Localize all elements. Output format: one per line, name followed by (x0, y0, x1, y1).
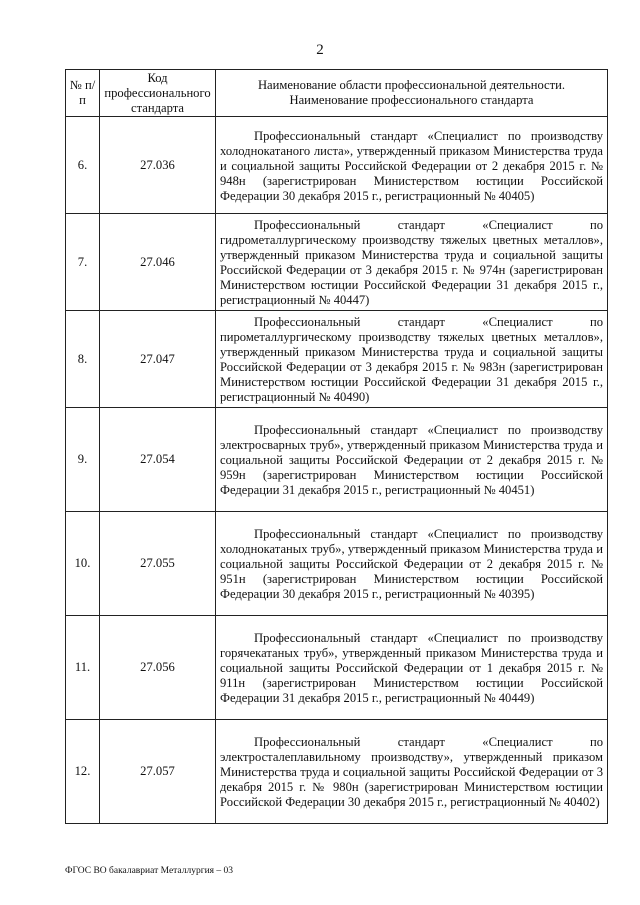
table-row (66, 408, 608, 512)
row-number: 7. (66, 214, 100, 311)
standard-code: 27.047 (100, 311, 216, 408)
table-row (66, 117, 608, 214)
header-code: Код профессионального стандарта (100, 70, 216, 117)
row-number: 10. (66, 512, 100, 616)
header-name: Наименование области профессиональной деятельности. Наименование профессионального стандарта (216, 70, 608, 117)
standard-name-cell (216, 117, 608, 214)
standard-code: 27.055 (100, 512, 216, 616)
document-footer: ФГОС ВО бакалавриат Металлургия – 03 (65, 866, 234, 876)
standard-name: Профессиональный стандарт «Специалист по производству холоднокатаных труб», утвержденный приказом Министерства труда и социальной защиты Российской Федерации от 2 декабря 2015 г. № 951н (зарегистрирован Министерством юстиции Российской Федерации 30 декабря 2015 г., регистрационный № 40395) (220, 527, 603, 601)
table-row (66, 720, 608, 824)
standard-name-cell (216, 720, 608, 824)
header-num: № п/п (66, 70, 100, 117)
table-row (66, 214, 608, 311)
standard-name-cell (216, 214, 608, 311)
row-number: 8. (66, 311, 100, 408)
standard-name-cell (216, 512, 608, 616)
standard-name-cell (216, 408, 608, 512)
standard-name: Профессиональный стандарт «Специалист по производству холоднокатаного листа», утвержденный приказом Министерства труда и социальной защиты Российской Федерации от 2 декабря 2015 г. № 948н (зарегистрирован Министерством юстиции Российской Федерации 30 декабря 2015 г., регистрационный № 40405) (220, 128, 603, 203)
row-number: 6. (66, 117, 100, 214)
standard-code: 27.056 (100, 616, 216, 720)
standard-name: Профессиональный стандарт «Специалист по пирометаллургическому производству тяжелых цветных металлов», утвержденный приказом Министерства труда и социальной защиты Российской Федерации от 3 декабря 2015 г. № 983н (зарегистрирован Министерством юстиции Российской Федерации 31 декабря 2015 г., регистрационный № 40490) (220, 315, 603, 404)
standard-name: Профессиональный стандарт «Специалист по гидрометаллургическому производству тяжелых цветных металлов», утвержденный приказом Министерства труда и социальной защиты Российской Федерации от 3 декабря 2015 г. № 974н (зарегистрирован Министерством юстиции Российской Федерации 31 декабря 2015 г., регистрационный № 40447) (220, 218, 603, 307)
standard-name: Профессиональный стандарт «Специалист по производству горячекатаных труб», утвержденный приказом Министерства труда и социальной защиты Российской Федерации от 1 декабря 2015 г. № 911н (зарегистрирован Министерством юстиции Российской Федерации 31 декабря 2015 г., регистрационный № 40449) (220, 631, 603, 705)
standard-code: 27.046 (100, 214, 216, 311)
standard-name-cell (216, 616, 608, 720)
table-row (66, 311, 608, 408)
page-number: 2 (316, 42, 324, 58)
table-header-row (66, 70, 608, 117)
table-row (66, 512, 608, 616)
standard-name-cell (216, 311, 608, 408)
standard-code: 27.054 (100, 408, 216, 512)
table-row (66, 616, 608, 720)
standard-name: Профессиональный стандарт «Специалист по производству электросварных труб», утвержденный приказом Министерства труда и социальной защиты Российской Федерации от 2 декабря 2015 г. № 959н (зарегистрирован Министерством юстиции Российской Федерации 31 декабря 2015 г., регистрационный № 40451) (220, 423, 603, 497)
standard-code: 27.036 (100, 117, 216, 214)
standard-name: Профессиональный стандарт «Специалист по электросталеплавильному производству», утвержденный приказом Министерства труда и социальной защиты Российской Федерации от 3 декабря 2015 г. № 980н (зарегистрирован Министерством юстиции Российской Федерации 30 декабря 2015 г., регистрационный № 40402) (220, 735, 603, 809)
row-number: 9. (66, 408, 100, 512)
standard-code: 27.057 (100, 720, 216, 824)
professional-standards-table (65, 69, 608, 824)
row-number: 12. (66, 720, 100, 824)
row-number: 11. (66, 616, 100, 720)
